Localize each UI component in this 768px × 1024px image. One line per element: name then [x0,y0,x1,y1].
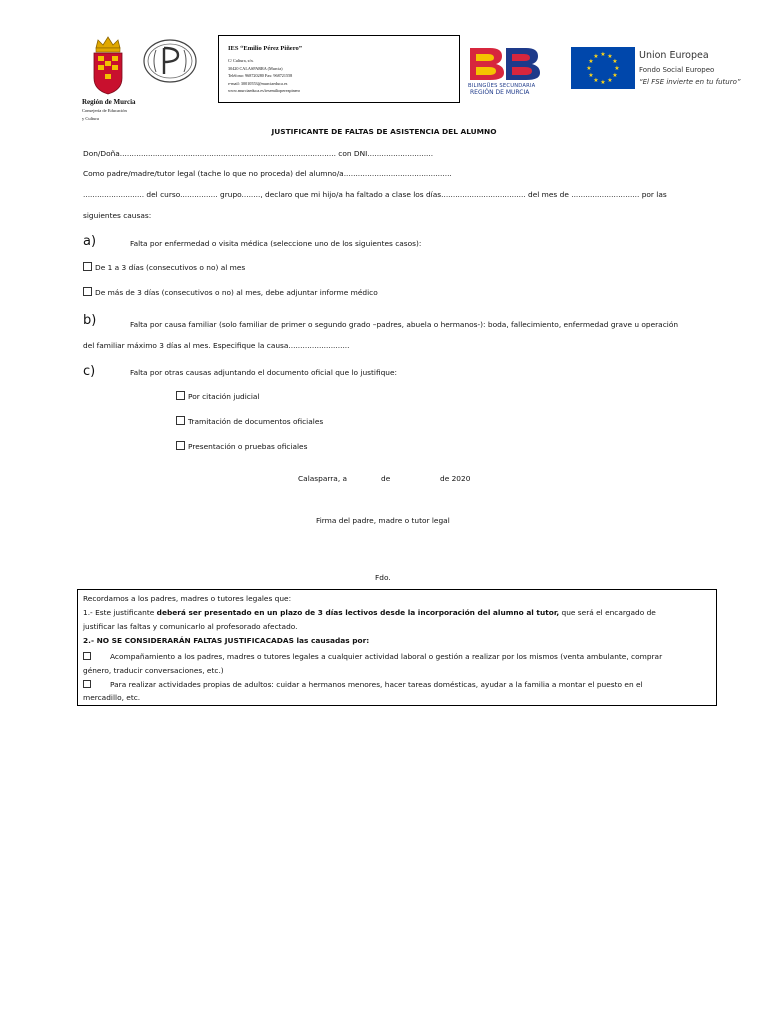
section-a-text: Falta por enfermedad o visita médica (seleccione uno de los siguientes casos): [130,239,422,248]
fdo-label: Fdo. [375,573,391,582]
line-parent-name: Don/Doña............................................................................................ con DNI............................ [83,149,434,158]
notice-p3: Acompañamiento a los padres, madres o tutores legales a cualquier actividad laboral o gestión a realizar por los mismos (venta ambulante, comprar [83,652,662,662]
checkbox[interactable] [176,391,185,400]
line-course-days: .......................... del curso................ grupo........, declaro que mi hijo/a ha faltado a clase los días.................................... del mes de ............................. por las [83,190,667,199]
checkbox-icon [83,652,91,660]
option-more-3-days[interactable]: De más de 3 días (consecutivos o no) al mes, debe adjuntar informe médico [83,287,378,298]
option-documents[interactable]: Tramitación de documentos oficiales [176,416,323,427]
bilingual-bb-logo [466,46,544,86]
eu-fund: Fondo Social Europeo [639,66,715,74]
svg-text:★: ★ [600,79,606,86]
svg-text:★: ★ [593,53,599,60]
school-phone: Teléfono: 968720280 Fax: 968721558 [228,73,293,78]
option-1-3-days[interactable]: De 1 a 3 días (consecutivos o no) al mes [83,262,245,273]
school-web: www.murciaeduca.es/iesemilioperezpinero [228,88,301,93]
svg-text:★: ★ [607,77,613,84]
school-name: IES “Emilio Pérez Piñero” [228,45,302,52]
region-department-2: y Cultura [82,116,99,121]
checkbox[interactable] [83,262,92,271]
checkbox[interactable] [176,441,185,450]
bilingual-line-2: REGIÓN DE MURCIA [470,89,530,96]
svg-text:★: ★ [588,72,594,79]
bilingual-line-1: BILINGÜES SECUNDARIA [468,83,536,89]
svg-text:★: ★ [612,58,618,65]
section-a-letter: a) [83,234,97,249]
crown-icon [96,37,120,52]
notice-intro: Recordamos a los padres, madres o tutores legales que: [83,594,292,603]
notice-p4-cont: mercadillo, etc. [83,693,141,702]
notice-p3-cont: género, traducir conversaciones, etc.) [83,666,224,675]
svg-text:★: ★ [588,58,594,65]
school-info-box [218,35,460,103]
eu-title: Union Europea [639,50,709,61]
form-title: JUSTIFICANTE DE FALTAS DE ASISTENCIA DEL ALUMNO [271,127,497,136]
notice-p4: Para realizar actividades propias de adultos: cuidar a hermanos menores, hacer tareas domésticas, ayudar a la familia a montar el puesto en el [83,680,643,690]
section-c-text: Falta por otras causas adjuntando el documento oficial que lo justifique: [130,368,398,377]
section-c-letter: c) [83,364,96,379]
option-official-tests[interactable]: Presentación o pruebas oficiales [176,441,307,452]
date-year: de 2020 [440,474,471,483]
section-b-text-2: del familiar máximo 3 días al mes. Especifique la causa.......................... [83,341,350,350]
date-de: de [381,474,391,483]
date-place: Calasparra, a [298,474,348,483]
notice-p1: 1.- Este justificante deberá ser presentado en un plazo de 3 días lectivos desde la incorporación del alumno al tutor, que será el encargado de [83,608,656,617]
eu-flag-icon [571,47,635,89]
svg-text:★: ★ [586,65,592,72]
signature-label: Firma del padre, madre o tutor legal [316,516,450,525]
option-judicial[interactable]: Por citación judicial [176,391,260,402]
notice-p1-cont: justificar las faltas y comunicarlo al profesorado afectado. [83,622,298,631]
notice-p2: 2.- NO SE CONSIDERARÁN FALTAS JUSTIFICACADAS las causadas por: [83,636,370,645]
school-email: e-mail: 30010553@murciaeduca.es [228,81,288,86]
murcia-crest-logo [88,34,128,96]
eu-motto: “El FSE invierte en tu futuro” [639,78,741,86]
svg-text:★: ★ [612,72,618,79]
line-reasons: siguientes causas: [83,211,152,220]
checkbox[interactable] [176,416,185,425]
checkbox-icon [83,680,91,688]
region-name: Región de Murcia [82,98,136,106]
svg-text:★: ★ [607,53,613,60]
region-department: Consejería de Educación [82,108,127,113]
school-city: 30420 CALASPARRA (Murcia) [228,66,283,71]
school-address: C/ Cultura, s/n. [228,58,254,63]
line-parent-role: Como padre/madre/tutor legal (tache lo que no proceda) del alumno/a.............................................. [83,169,452,178]
svg-text:★: ★ [614,65,620,72]
svg-text:★: ★ [600,51,606,58]
svg-text:★: ★ [593,77,599,84]
notice-box [77,589,717,706]
section-b-letter: b) [83,313,97,328]
section-b-text: Falta por causa familiar (solo familiar de primer o segundo grado –padres, abuela o hermanos-): boda, fallecimiento, enfermedad grave u operación [130,320,679,329]
checkbox[interactable] [83,287,92,296]
school-seal-logo [142,38,198,84]
